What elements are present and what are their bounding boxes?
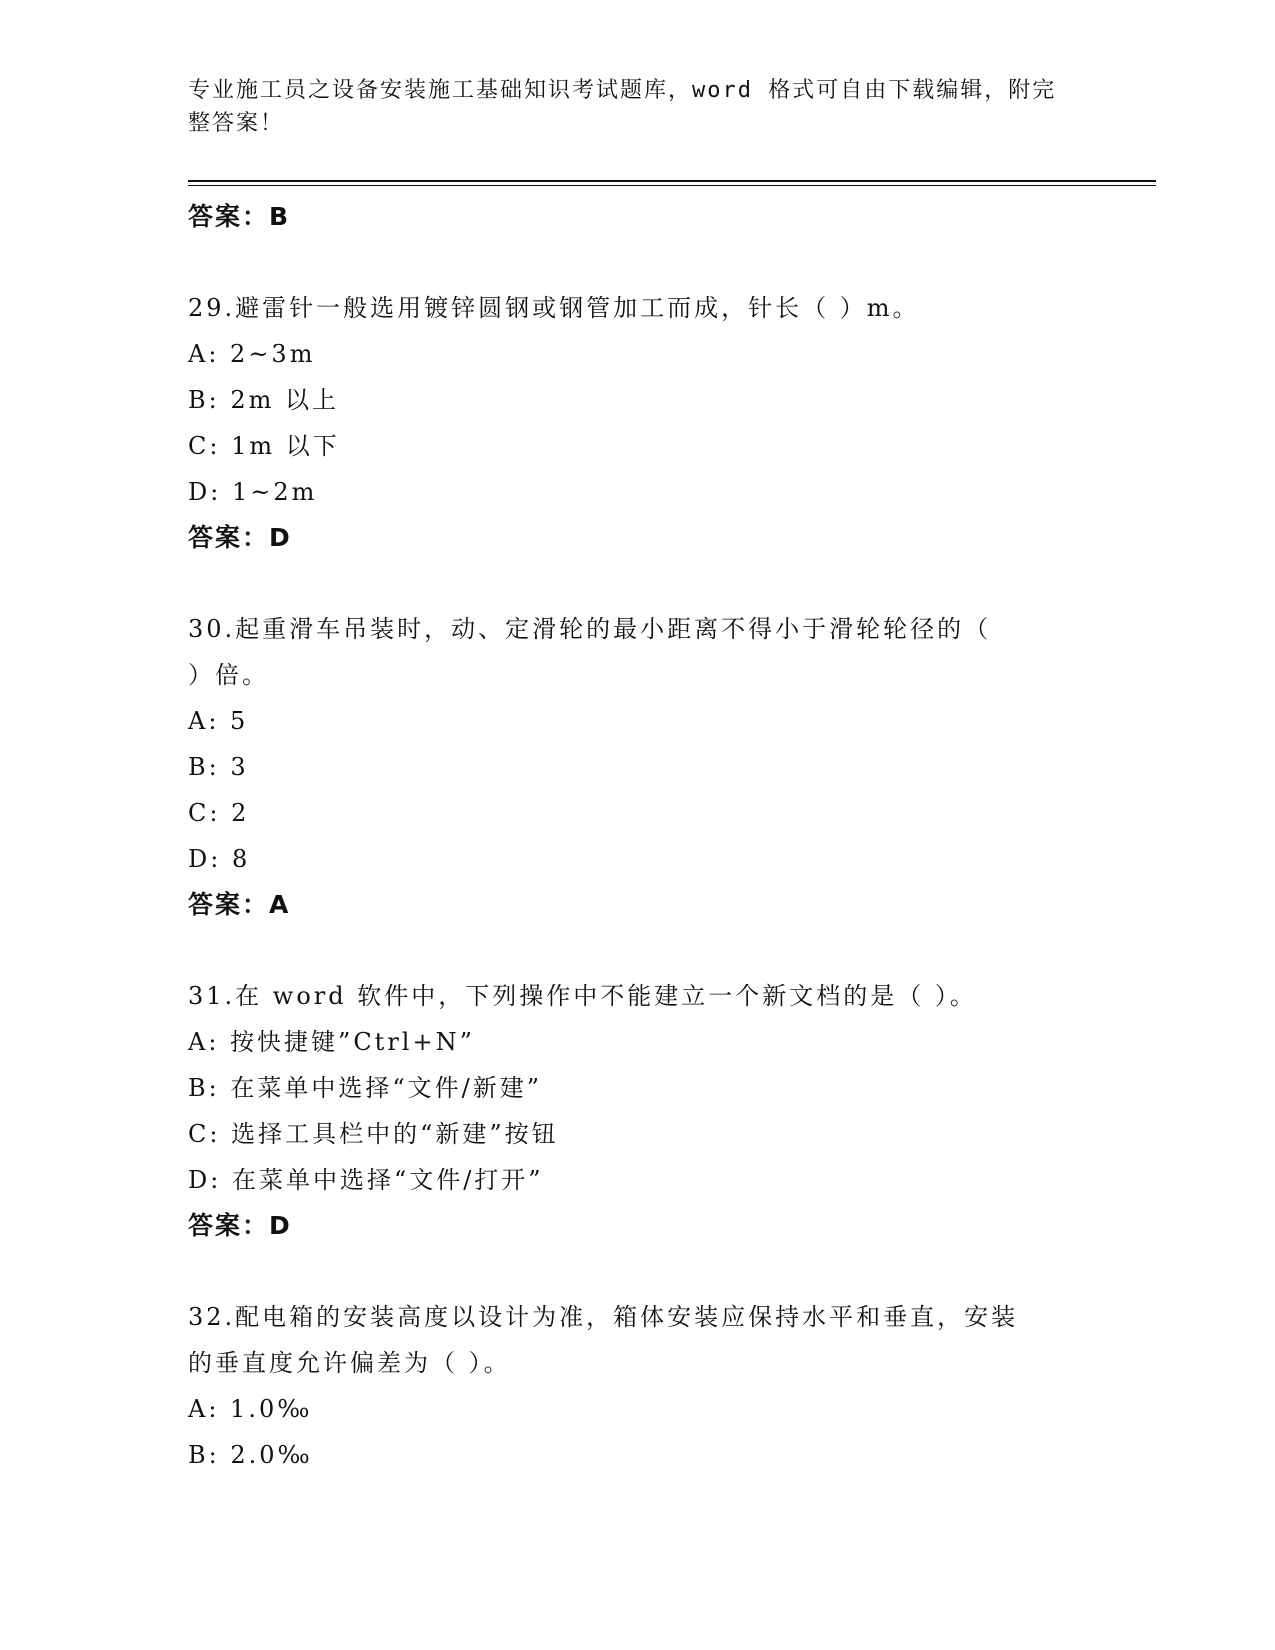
- option-b: B: 2m 以上: [188, 386, 340, 414]
- answer: 答案：D: [188, 523, 292, 552]
- spacer: [188, 928, 1088, 973]
- option-c: C: 2: [188, 799, 250, 827]
- option-d: D: 在菜单中选择“文件/打开”: [188, 1166, 544, 1194]
- spacer: [188, 561, 1088, 606]
- option-b: B: 2.0‰: [188, 1441, 313, 1469]
- option-a: A: 1.0‰: [188, 1395, 313, 1423]
- option-b: B: 在菜单中选择“文件/新建”: [188, 1074, 542, 1102]
- question-text: 31.在 word 软件中，下列操作中不能建立一个新文档的是（ ）。: [188, 982, 977, 1010]
- option-a: A: 2~3m: [188, 340, 316, 368]
- option-d: D: 1~2m: [188, 478, 318, 506]
- option-b: B: 3: [188, 753, 249, 781]
- question-text: 29.避雷针一般选用镀锌圆钢或钢管加工而成，针长（ ）m。: [188, 294, 920, 322]
- header-line-2: 整答案！: [188, 111, 285, 136]
- question-block-30: [188, 606, 1088, 928]
- question-text-line-1: 30.起重滑车吊装时，动、定滑轮的最小距离不得小于滑轮轮径的（: [188, 615, 992, 643]
- spacer: [188, 1249, 1088, 1294]
- option-d: D: 8: [188, 845, 251, 873]
- question-block-29: [188, 285, 1088, 561]
- option-c: C: 1m 以下: [188, 432, 340, 460]
- question-text-line-1: 32.配电箱的安装高度以设计为准，箱体安装应保持水平和垂直，安装: [188, 1303, 1019, 1331]
- spacer: [188, 240, 1088, 285]
- document-body: [188, 194, 1088, 1478]
- header-divider-thin: [188, 185, 1156, 186]
- answer: 答案：D: [188, 1211, 292, 1240]
- question-block-31: [188, 973, 1088, 1249]
- option-a: A: 5: [188, 707, 249, 735]
- question-block-32: [188, 1294, 1088, 1478]
- question-text-line-2: 的垂直度允许偏差为（ ）。: [188, 1349, 511, 1377]
- header-line-1: 专业施工员之设备安装施工基础知识考试题库，word 格式可自由下载编辑，附完: [188, 78, 1057, 103]
- option-c: C: 选择工具栏中的“新建”按钮: [188, 1120, 559, 1148]
- answer: 答案：A: [188, 890, 291, 919]
- document-header: [188, 74, 1088, 140]
- option-a: A: 按快捷键”Ctrl+N”: [188, 1028, 475, 1056]
- previous-answer: 答案：B: [188, 202, 291, 231]
- header-divider-thick: [188, 180, 1156, 182]
- question-text-line-2: ）倍。: [188, 661, 269, 689]
